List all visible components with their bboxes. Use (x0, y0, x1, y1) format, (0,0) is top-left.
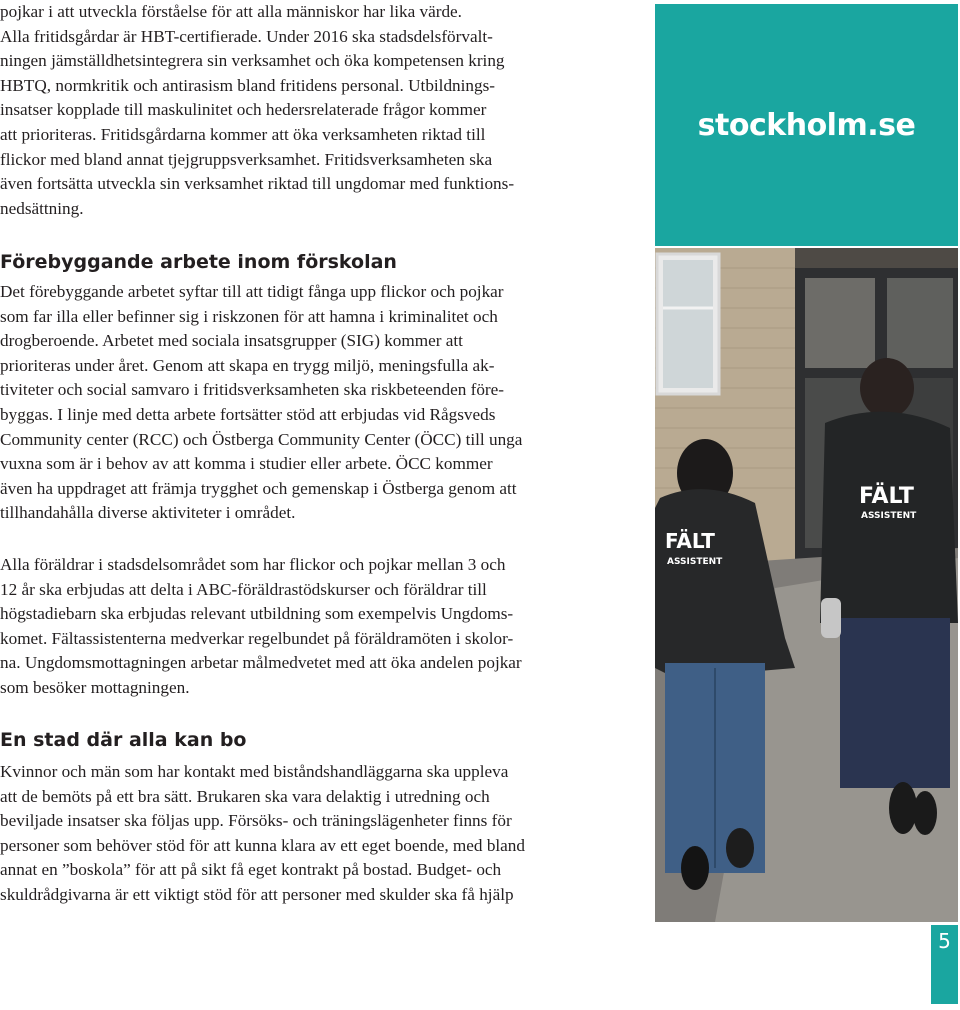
text-line: att de bemöts på ett bra sätt. Brukaren ska vara delaktig i utredning och (0, 786, 490, 806)
text-line: beviljade insatser ska följas upp. Försöks- och träningslägenheter finns för (0, 811, 512, 831)
text-line: na. Ungdomsmottagningen arbetar målmedvetet med att öka andelen pojkar (0, 653, 522, 673)
text-line: 12 år ska erbjudas att delta i ABC-föräldrastödskurser och föräldrar till (0, 579, 487, 599)
photo-field-assistants (655, 248, 958, 922)
text-line: byggas. I linje med detta arbete fortsätter stöd att erbjudas vid Rågsveds (0, 404, 496, 424)
text-line: även fortsätta utveckla sin verksamhet riktad till ungdomar med funktions- (0, 174, 515, 194)
sidebar-photo (655, 248, 958, 922)
text-line: att prioriteras. Fritidsgårdarna kommer att öka verksamheten riktad till (0, 124, 486, 144)
section-2-paragraph (0, 760, 640, 908)
intro-paragraph (0, 0, 640, 221)
text-line: komet. Fältassistenterna medverkar regelbundet på föräldramöten i skolor- (0, 628, 514, 648)
jacket-text: ASSISTENT (861, 511, 917, 521)
brand-logo-text: stockholm.se (697, 107, 916, 143)
text-line: Det förebyggande arbetet syftar till att tidigt fånga upp flickor och pojkar (0, 282, 504, 301)
text-line: Community center (RCC) och Östberga Community Center (ÖCC) till unga (0, 429, 523, 449)
text-line: flickor med bland annat tjejgruppsverksamhet. Fritidsverksamheten ska (0, 149, 493, 169)
text-line: prioriteras under året. Genom att skapa en trygg miljö, meningsfulla ak- (0, 355, 495, 375)
text-line: insatser kopplade till maskulinitet och hedersrelaterade frågor kommer (0, 100, 487, 120)
page-number: 5 (938, 929, 951, 953)
text-line: Alla fritidsgårdar är HBT-certifierade. Under 2016 ska stadsdelsförvalt- (0, 26, 493, 46)
text-line: ningen jämställdhetsintegrera sin verksamhet och öka kompetensen kring (0, 51, 505, 71)
text-line: skuldrådgivarna är ett viktigt stöd för att personer med skulder ska få hjälp (0, 884, 514, 904)
text-line: Kvinnor och män som har kontakt med biståndshandläggarna ska uppleva (0, 762, 509, 781)
jacket-text: FÄLT (665, 529, 715, 553)
text-line: drogberoende. Arbetet med sociala insatsgrupper (SIG) kommer att (0, 331, 463, 351)
text-line: pojkar i att utveckla förståelse för att alla människor har lika värde. (0, 2, 462, 21)
text-line: annat en ”boskola” för att på sikt få eget kontrakt på bostad. Budget- och (0, 860, 502, 880)
text-line: högstadiebarn ska erbjudas relevant utbildning som exempelvis Ungdoms- (0, 604, 514, 624)
text-line: Alla föräldrar i stadsdelsområdet som har flickor och pojkar mellan 3 och (0, 555, 506, 574)
text-line: även ha uppdraget att främja trygghet och gemenskap i Östberga genom att (0, 478, 517, 498)
page-number-box (931, 925, 958, 1004)
text-line: personer som behöver stöd för att kunna klara av ett eget boende, med bland (0, 835, 525, 855)
text-line: vuxna som är i behov av att komma i studier eller arbete. ÖCC kommer (0, 454, 493, 474)
text-line: som far illa eller befinner sig i riskzonen för att hamna i kriminalitet och (0, 306, 498, 326)
jacket-text: ASSISTENT (667, 557, 723, 567)
section-1-paragraph-2 (0, 553, 640, 701)
text-line: tiviteter och social samvaro i fritidsverksamheten ska riskbeteenden före- (0, 380, 504, 400)
section-1-paragraph (0, 280, 640, 526)
text-line: HBTQ, normkritik och antirasism bland fritidens personal. Utbildnings- (0, 75, 496, 95)
section-heading-forebyggande: Förebyggande arbete inom förskolan (0, 251, 397, 273)
jacket-text: FÄLT (859, 484, 914, 509)
brand-banner (655, 4, 958, 246)
section-heading-en-stad: En stad där alla kan bo (0, 729, 247, 751)
text-line: nedsättning. (0, 198, 84, 218)
text-line: som besöker mottagningen. (0, 677, 190, 697)
text-line: tillhandahålla diverse aktiviteter i området. (0, 503, 296, 523)
